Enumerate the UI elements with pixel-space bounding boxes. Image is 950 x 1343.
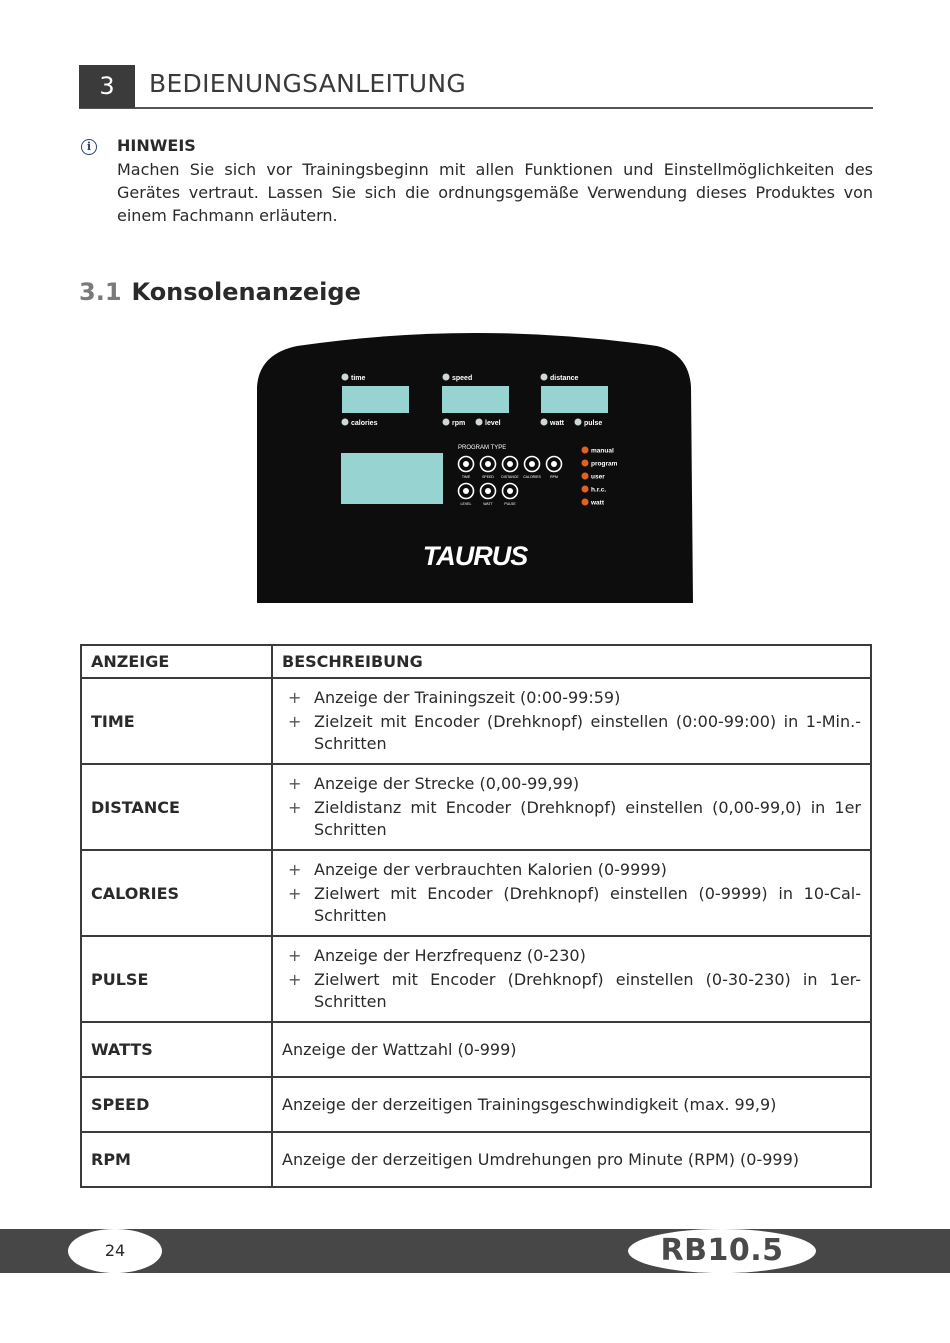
svg-text:watt: watt xyxy=(550,420,564,427)
chapter-header xyxy=(79,65,873,109)
svg-text:time: time xyxy=(351,375,366,382)
svg-text:SPEED: SPEED xyxy=(482,475,494,479)
svg-text:user: user xyxy=(591,473,605,481)
row-description: Anzeige der derzeitigen Umdrehungen pro Minute (RPM) (0-999) xyxy=(272,1132,871,1187)
display-speed xyxy=(442,386,509,413)
row-description xyxy=(272,936,871,1022)
svg-text:watt: watt xyxy=(591,499,604,507)
page-number: 24 xyxy=(104,1241,126,1260)
chapter-title: BEDIENUNGSANLEITUNG xyxy=(149,69,467,98)
info-icon: i xyxy=(81,139,97,155)
svg-text:DISTANCE: DISTANCE xyxy=(501,475,519,479)
row-item: + Anzeige der Trainingszeit (0:00-99:59) xyxy=(282,687,861,709)
table-header-beschreibung: BESCHREIBUNG xyxy=(272,645,871,678)
row-item: + Zieldistanz mit Encoder (Drehknopf) einstellen (0,00-99,0) in 1er Schritten xyxy=(282,797,861,841)
row-description xyxy=(272,764,871,850)
svg-text:level: level xyxy=(485,420,501,427)
table-row xyxy=(81,1077,871,1132)
brand-logo: TAURUS xyxy=(422,541,528,571)
row-item: + Zielwert mit Encoder (Drehknopf) einstellen (0-9999) in 10-Cal-Schritten xyxy=(282,883,861,927)
display-distance xyxy=(541,386,608,413)
row-description: Anzeige der Wattzahl (0-999) xyxy=(272,1022,871,1077)
svg-text:speed: speed xyxy=(452,375,473,382)
svg-text:h.r.c.: h.r.c. xyxy=(591,486,607,494)
svg-text:program: program xyxy=(591,460,618,468)
table-row xyxy=(81,1132,871,1187)
hint-title: HINWEIS xyxy=(117,136,196,155)
svg-text:distance: distance xyxy=(550,375,579,382)
row-key: RPM xyxy=(81,1132,272,1187)
svg-text:WATT: WATT xyxy=(483,502,493,506)
display-table xyxy=(80,644,872,1188)
svg-text:LEVEL: LEVEL xyxy=(460,502,472,506)
svg-text:rpm: rpm xyxy=(452,420,466,427)
row-key: PULSE xyxy=(81,936,272,1022)
svg-text:calories: calories xyxy=(351,420,378,427)
display-main xyxy=(341,453,443,504)
section-heading xyxy=(79,278,361,306)
svg-text:RPM: RPM xyxy=(550,475,558,479)
table-row xyxy=(81,936,871,1022)
mode-watt xyxy=(582,499,605,507)
row-item: + Anzeige der Strecke (0,00-99,99) xyxy=(282,773,861,795)
svg-text:PULSE: PULSE xyxy=(504,502,516,506)
row-key: TIME xyxy=(81,678,272,764)
table-row xyxy=(81,678,871,764)
table-row xyxy=(81,764,871,850)
model-name: RB10.5 xyxy=(660,1233,784,1268)
table-header-anzeige: ANZEIGE xyxy=(81,645,272,678)
display-time xyxy=(342,386,409,413)
section-title: Konsolenanzeige xyxy=(131,278,361,306)
table-row xyxy=(81,1022,871,1077)
svg-text:pulse: pulse xyxy=(584,420,603,427)
chapter-number: 3 xyxy=(79,65,135,108)
row-item: + Anzeige der Herzfrequenz (0-230) xyxy=(282,945,861,967)
mode-hrc xyxy=(582,486,607,494)
svg-text:TIME: TIME xyxy=(461,475,471,479)
svg-text:manual: manual xyxy=(591,447,614,455)
row-key: SPEED xyxy=(81,1077,272,1132)
row-item: + Anzeige der verbrauchten Kalorien (0-9999) xyxy=(282,859,861,881)
section-number: 3.1 xyxy=(79,278,122,306)
row-description: Anzeige der derzeitigen Trainingsgeschwindigkeit (max. 99,9) xyxy=(272,1077,871,1132)
row-key: CALORIES xyxy=(81,850,272,936)
row-description xyxy=(272,678,871,764)
mode-user xyxy=(582,473,606,481)
row-description xyxy=(272,850,871,936)
table-row xyxy=(81,850,871,936)
row-item: + Zielzeit mit Encoder (Drehknopf) einstellen (0:00-99:00) in 1-Min.-Schritten xyxy=(282,711,861,755)
svg-text:CALORIES: CALORIES xyxy=(523,475,541,479)
console-illustration xyxy=(257,332,693,603)
row-key: WATTS xyxy=(81,1022,272,1077)
hint-text: Machen Sie sich vor Trainingsbeginn mit allen Funktionen und Einstellmöglichkeiten des Gerätes vertraut. Lassen Sie sich die ordnungsgemäße Verwendung dieses Produktes von einem Fachmann erläutern. xyxy=(117,160,873,225)
row-item: + Zielwert mit Encoder (Drehknopf) einstellen (0-30-230) in 1er-Schritten xyxy=(282,969,861,1013)
row-key: DISTANCE xyxy=(81,764,272,850)
program-type-label: PROGRAM TYPE xyxy=(458,445,507,451)
